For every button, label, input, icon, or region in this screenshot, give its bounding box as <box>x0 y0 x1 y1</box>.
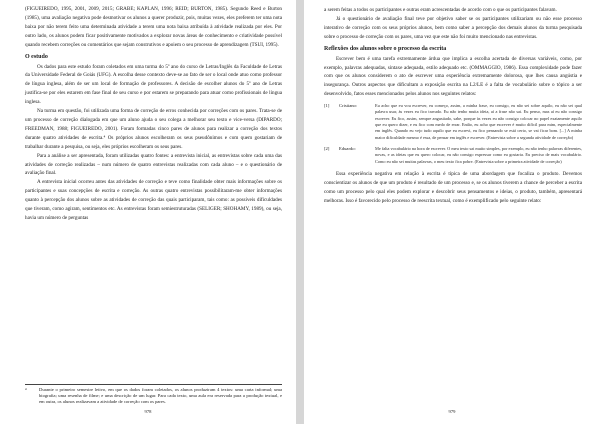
section-heading-o-estudo: O estudo <box>25 53 48 60</box>
page-number: 978 <box>144 409 152 414</box>
left-page <box>0 0 296 424</box>
paragraph: Já o questionário de avaliação final teve por objetivo saber se os participantes utilizariam ou não esse processo interativo de correção com os seus próprios alunos, bem como saber a percepção dos demais alunos da turma pesquisada sobre o processo de correção com os pares, uma vez que este não foi muito mencionado nas entrevistas. <box>324 15 582 40</box>
paragraph: (FIGUEIREDO, 1995, 2001, 2009, 2015; GRABE; KAPLAN, 1996; REID; BURTON, 1985). Segundo Reed e Burton (1985), uma avaliação negativa pode desmotivar os alunos a querer produzir, pois, muitas vezes, eles preferem ter uma nota baixa por não terem feito uma determinada atividade a terem uma nota baixa atribuída à atividade realizada por eles. Por outro lado, os alunos podem ficar positivamente motivados a explorar novas áreas de conhecimento e criatividade possível quando recebem correções ou comentários que sejam construtivos e apoiem o seu processo de aprendizagem (TSUI, 1995). <box>25 6 282 48</box>
left-body <box>25 63 282 223</box>
section-heading-reflexoes: Reflexões dos alunos sobre o processo da escrita <box>324 45 447 52</box>
excerpt-text: Me falta vocabulário na hora de escrever. O meu texto sai muito simples, por exemplo, eu não tenho palavras diferentes, novas, e as ideias que eu quero colocar, eu não consigo expressar como eu gostaria. Eu preciso de mais vocabulário. Como eu não sei muitas palavras, o meu texto fica pobre. (Entrevista sobre a primeira atividade de correção) <box>375 145 582 164</box>
paragraph: A entrevista inicial ocorreu antes das atividades de correção e teve como finalidade obter mais informações sobre os participantes e suas concepções de escrita e correção. As outras quatro entrevistas possibilitaram-me obter informações quanto à percepção dos alunos sobre as atividades de correção das quais participaram, tais como: as possíveis dificuldades que tiveram, como agiram, sentimentos etc. As entrevistas foram semiestruturadas (SELIGER; SHOHAMY, 1989), ou seja, havia um número de perguntas <box>25 179 282 221</box>
footnote-area <box>25 384 282 406</box>
paragraph: a serem feitas a todos os participantes e outras eram acrescentadas de acordo com o que os participantes falavam. <box>324 7 557 13</box>
paragraph: Essa experiência negativa em relação à escrita é típica de uma abordagem que focaliza o produto. Devemos conscientizar os alunos de que um produto é resultado de um processo e, se os alunos tiverem a chance de perceber a escrita como um processo pelo qual eles podem explorar e descobrir seus pensamentos e ideias, o produto, também, apresentará melhoras. Isso é favorecido pelo processo de reescrita textual, como é exemplificado pelo seguinte relato: <box>324 170 582 204</box>
interview-excerpts <box>324 103 582 165</box>
page-number: 979 <box>448 409 456 414</box>
excerpt-number: [2] <box>324 145 330 151</box>
footnote-mark: ⁴ <box>25 387 27 392</box>
speaker-name: Eduardo: <box>339 145 356 151</box>
paragraph: Na turma em questão, foi utilizada uma forma de correção de erros conhecida por correções com os pares. Trata-se de um processo de correção dialogada em que um aluno ajuda o seu colega a melhorar seu texto e vice-versa (DIPARDO; FREEDMAN, 1988; FIGUEIREDO, 2001). Foram formadas cinco pares de alunos para realizar a correção dos textos durante quatro atividades de escrita.⁴ Os próprios alunos escolheram os seus pseudônimos e com quem gostariam de trabalhar durante a pesquisa, ou seja, eles próprios escolheram os seus pares. <box>25 108 282 150</box>
footnote-text: Durante o primeiro semestre letivo, em que os dados foram coletados, os alunos produziram 4 textos: uma carta informal; uma biografia; uma resenha de filme; e uma descrição de um lugar. Para cada texto, uma aula era reservada para a produção textual, e em outra, os alunos realizavam a atividade de correção com os pares. <box>39 387 282 405</box>
excerpt-number: [1] <box>324 103 330 109</box>
excerpt-text: Eu acho que eu vou escrever, eu começo, assim, a minha frase, eu consigo, eu não sei sobre aquilo, eu não sei qual palavra usar, às vezes eu fico travado. Eu não tenho muita ideia, aí a frase não sai. Eu penso, mas aí eu não consigo escrever. Eu fico, assim, sempre angustiado, sabe, porque às vezes eu não consigo colocar no papel exatamente aquilo que eu quero dizer, e eu fico com medo de errar. Então, eu acho que escrever é muito difícil para mim, especialmente em inglês. Quando eu vejo tudo aquilo que eu escrevi, eu fico pensando se está certo, se vai ficar bom. [...] A minha maior dificuldade mesmo é essa, de pensar em inglês e escrever. (Entrevista sobre a segunda atividade de correção) <box>375 103 582 140</box>
paragraph: Escrever bem é uma tarefa extremamente árdua que implica a escolha acertada de diversas variáveis, como, por exemplo, palavras adequadas, sintaxe adequada, estilo adequado etc. (OMMAGGIO, 1986). Essa complexidade pode fazer com que os alunos considerem o ato de escrever uma experiência extremamente dolorosa, que lhes causa angústia e insegurança. Outros aspectos que dificultam a exposição escrita na L2/LE é a falta de vocabulário sobre o tópico a ser desenvolvido, fatos esses mencionados pelos alunos nos seguintes relatos: <box>324 55 582 98</box>
book-gutter <box>296 0 304 424</box>
paragraph: Os dados para este estudo foram coletados em uma turma do 5º ano do curso de Letras/Inglês da Faculdade de Letras da Universidade Federal de Goiás (UFG). A escolha desse contexto deve-se ao fato de ser o local onde atuo como professor de língua inglesa, além de ser um local de formação de professores. A decisão de escolher alunos do 5º ano de Letras justifica-se por eles estarem em fase final de seu curso e por estarem se preparando para atuar como profissionais de língua inglesa. <box>25 63 282 106</box>
paragraph: Para a análise a ser apresentada, foram utilizadas quatro fontes: a entrevista inicial, as entrevistas sobre cada uma das atividades de correção realizadas – num número de quatro entrevistas realizadas com cada aluno – e o questionário de avaliação final. <box>25 152 282 177</box>
interview-excerpt <box>324 103 582 141</box>
interview-excerpt <box>324 146 582 165</box>
right-page <box>304 0 600 424</box>
footnote <box>25 387 282 406</box>
left-intro <box>25 5 282 50</box>
speaker-name: Cristiano: <box>339 103 358 109</box>
